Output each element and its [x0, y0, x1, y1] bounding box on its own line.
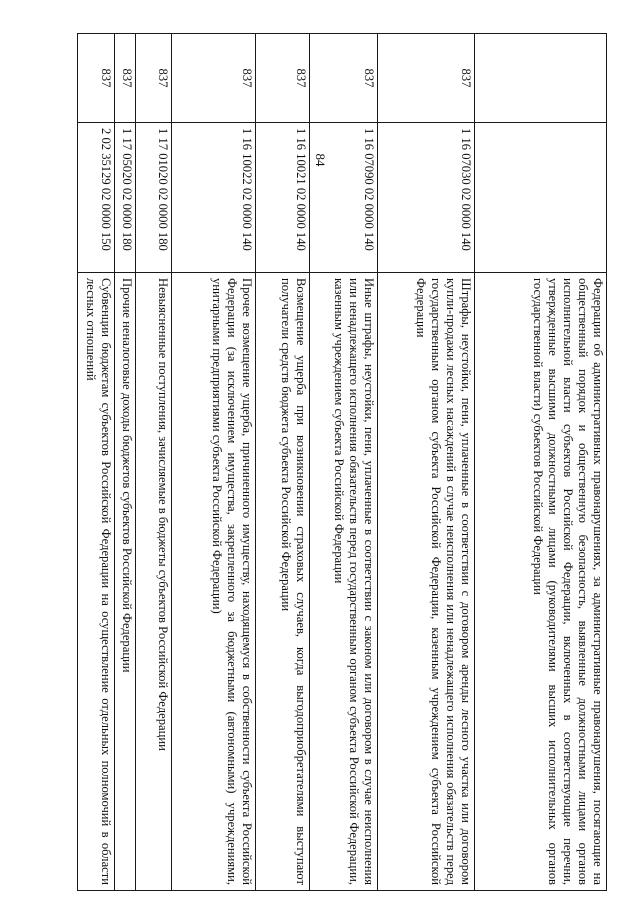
table-row [172, 34, 256, 891]
income-code-cell: 1 16 07030 02 0000 140 [378, 123, 475, 273]
table-row [136, 34, 172, 891]
table-row [475, 34, 607, 891]
table-row [378, 34, 475, 891]
rotated-table-container [78, 33, 607, 891]
admin-code-cell: 837 [115, 34, 136, 123]
income-code-cell: 1 17 01020 02 0000 180 [136, 123, 172, 273]
income-code-cell: 2 02 35129 02 0000 150 [78, 123, 115, 273]
admin-code-cell: 837 [136, 34, 172, 123]
table-row [115, 34, 136, 891]
description-cell: Невыясненные поступления, зачисляемые в бюджеты субъектов Российской Федерации [136, 273, 172, 891]
description-cell: Иные штрафы, неустойки, пени, уплаченные в соответствии с законом или договором в случае неисполнения или ненадлежащего исполнения обязательств перед государственным органом субъекта Российской Федерации, казенным учреждением субъекта Российской Федерации [310, 273, 378, 891]
income-code-cell: 1 16 07090 02 0000 140 [310, 123, 378, 273]
admin-code-cell: 837 [78, 34, 115, 123]
description-cell: Федерации об административных правонарушениях, за административные правонарушения, посягающие на общественный порядок и общественную безопасность, выявленные должностными лицами органов исполнительной власти субъектов Российской Федерации, включенных в соответствующие перечни, утвержденные высшими должностными лицами (руководителями высших исполнительных органов государственной власти) субъектов Российской Федерации [475, 273, 607, 891]
admin-code-cell: 837 [378, 34, 475, 123]
table-row [310, 34, 378, 891]
table-row [256, 34, 310, 891]
admin-code-cell: 837 [256, 34, 310, 123]
description-cell: Штрафы, неустойки, пени, уплаченные в соответствии с договором аренды лесного участка или договором купли-продажи лесных насаждений в случае неисполнения или ненадлежащего исполнения обязательств перед государственным органом субъекта Российской Федерации, казенным учреждением субъекта Российской Федерации [378, 273, 475, 891]
description-cell: Прочее возмещение ущерба, причиненного имуществу, находящемуся в собственности субъекта Российской Федерации (за исключением имущества, закрепленного за бюджетными (автономными) учреждениями, унитарными предприятиями субъекта Российской Федерации) [172, 273, 256, 891]
admin-code-cell [475, 34, 607, 123]
description-cell: Субвенции бюджетам субъектов Российской Федерации на осуществление отдельных полномочий в области лесных отношений [78, 273, 115, 891]
page-number: 84 [313, 153, 328, 167]
table-row [78, 34, 115, 891]
income-code-cell: 1 16 10022 02 0000 140 [172, 123, 256, 273]
income-code-cell: 1 16 10021 02 0000 140 [256, 123, 310, 273]
budget-classification-table [77, 33, 607, 891]
income-code-cell: 1 17 05020 02 0000 180 [115, 123, 136, 273]
income-code-cell [475, 123, 607, 273]
description-cell: Возмещение ущерба при возникновении страховых случаев, когда выгодоприобретателями выступают получатели средств бюджета субъекта Российской Федерации [256, 273, 310, 891]
description-cell: Прочие неналоговые доходы бюджетов субъектов Российской Федерации [115, 273, 136, 891]
admin-code-cell: 837 [172, 34, 256, 123]
admin-code-cell: 837 [310, 34, 378, 123]
